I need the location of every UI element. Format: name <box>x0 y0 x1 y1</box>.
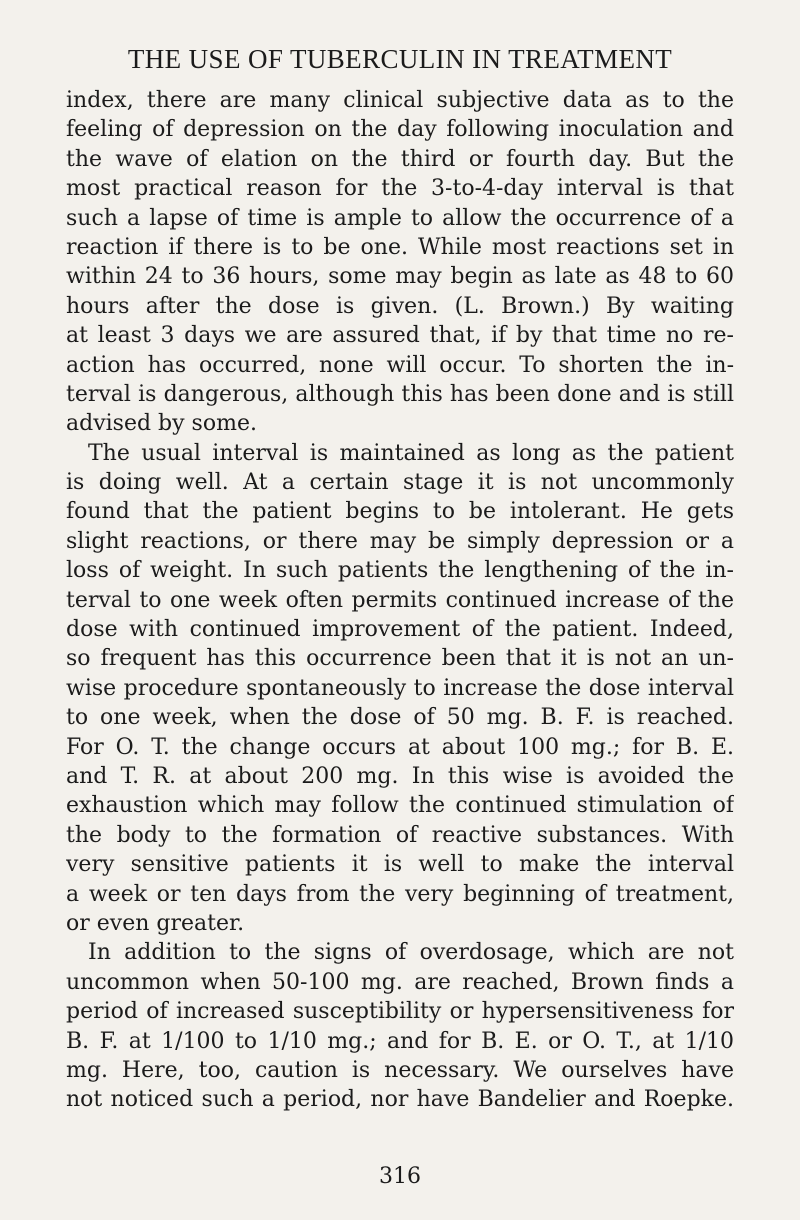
paragraph-start-line: The usual interval is maintained as long as the patient <box>88 440 734 466</box>
text-line: B. F. at 1/100 to 1/10 mg.; and for B. E. or O. T., at 1/10 <box>66 1028 734 1054</box>
text-line: mg. Here, too, caution is necessary. We ourselves have <box>66 1057 734 1083</box>
text-line: to one week, when the dose of 50 mg. B. F. is reached. <box>66 705 734 731</box>
text-line: not noticed such a period, nor have Bandelier and Roepke. <box>66 1087 734 1113</box>
text-line: period of increased susceptibility or hypersensitiveness for <box>66 999 734 1025</box>
text-line: slight reactions, or there may be simply depression or a <box>66 528 734 554</box>
page-number: 316 <box>379 1164 421 1189</box>
running-head: THE USE OF TUBERCULIN IN TREATMENT <box>127 44 673 74</box>
text-line: dose with continued improvement of the patient. Indeed, <box>66 617 734 643</box>
text-line: feeling of depression on the day following inoculation and <box>66 117 734 143</box>
text-line: exhaustion which may follow the continued stimulation of <box>66 793 734 819</box>
text-line: hours after the dose is given. (L. Brown.) By waiting <box>66 293 734 319</box>
text-line: action has occurred, none will occur. To shorten the in- <box>66 352 734 378</box>
text-line: found that the patient begins to be intolerant. He gets <box>66 499 734 525</box>
text-line: is doing well. At a certain stage it is not uncommonly <box>66 470 734 496</box>
text-line: or even greater. <box>66 910 245 936</box>
text-line: the body to the formation of reactive substances. With <box>66 822 734 848</box>
text-line: terval is dangerous, although this has been done and is still <box>66 381 734 407</box>
text-line: terval to one week often permits continued increase of the <box>66 587 734 613</box>
text-line: within 24 to 36 hours, some may begin as late as 48 to 60 <box>66 264 734 290</box>
text-line: very sensitive patients it is well to make the interval <box>66 852 734 878</box>
text-line: so frequent has this occurrence been that it is not an un- <box>66 646 734 672</box>
body-text <box>66 86 734 1115</box>
text-line: at least 3 days we are assured that, if by that time no re- <box>66 323 734 349</box>
text-line: the wave of elation on the third or fourth day. But the <box>66 146 734 172</box>
text-line: advised by some. <box>66 411 257 437</box>
text-line: wise procedure spontaneously to increase the dose interval <box>66 675 734 701</box>
text-line: index, there are many clinical subjective data as to the <box>66 88 734 113</box>
text-line: and T. R. at about 200 mg. In this wise is avoided the <box>66 763 734 789</box>
text-line: a week or ten days from the very beginning of treatment, <box>66 881 734 907</box>
text-line: such a lapse of time is ample to allow the occurrence of a <box>66 205 734 231</box>
text-line: For O. T. the change occurs at about 100 mg.; for B. E. <box>66 734 734 760</box>
text-line: loss of weight. In such patients the lengthening of the in- <box>66 558 734 584</box>
paragraph-start-line: In addition to the signs of overdosage, which are not <box>88 940 734 966</box>
text-line: uncommon when 50-100 mg. are reached, Brown finds a <box>66 969 734 995</box>
text-line: most practical reason for the 3-to-4-day interval is that <box>66 176 734 202</box>
text-line: reaction if there is to be one. While most reactions set in <box>66 234 734 260</box>
